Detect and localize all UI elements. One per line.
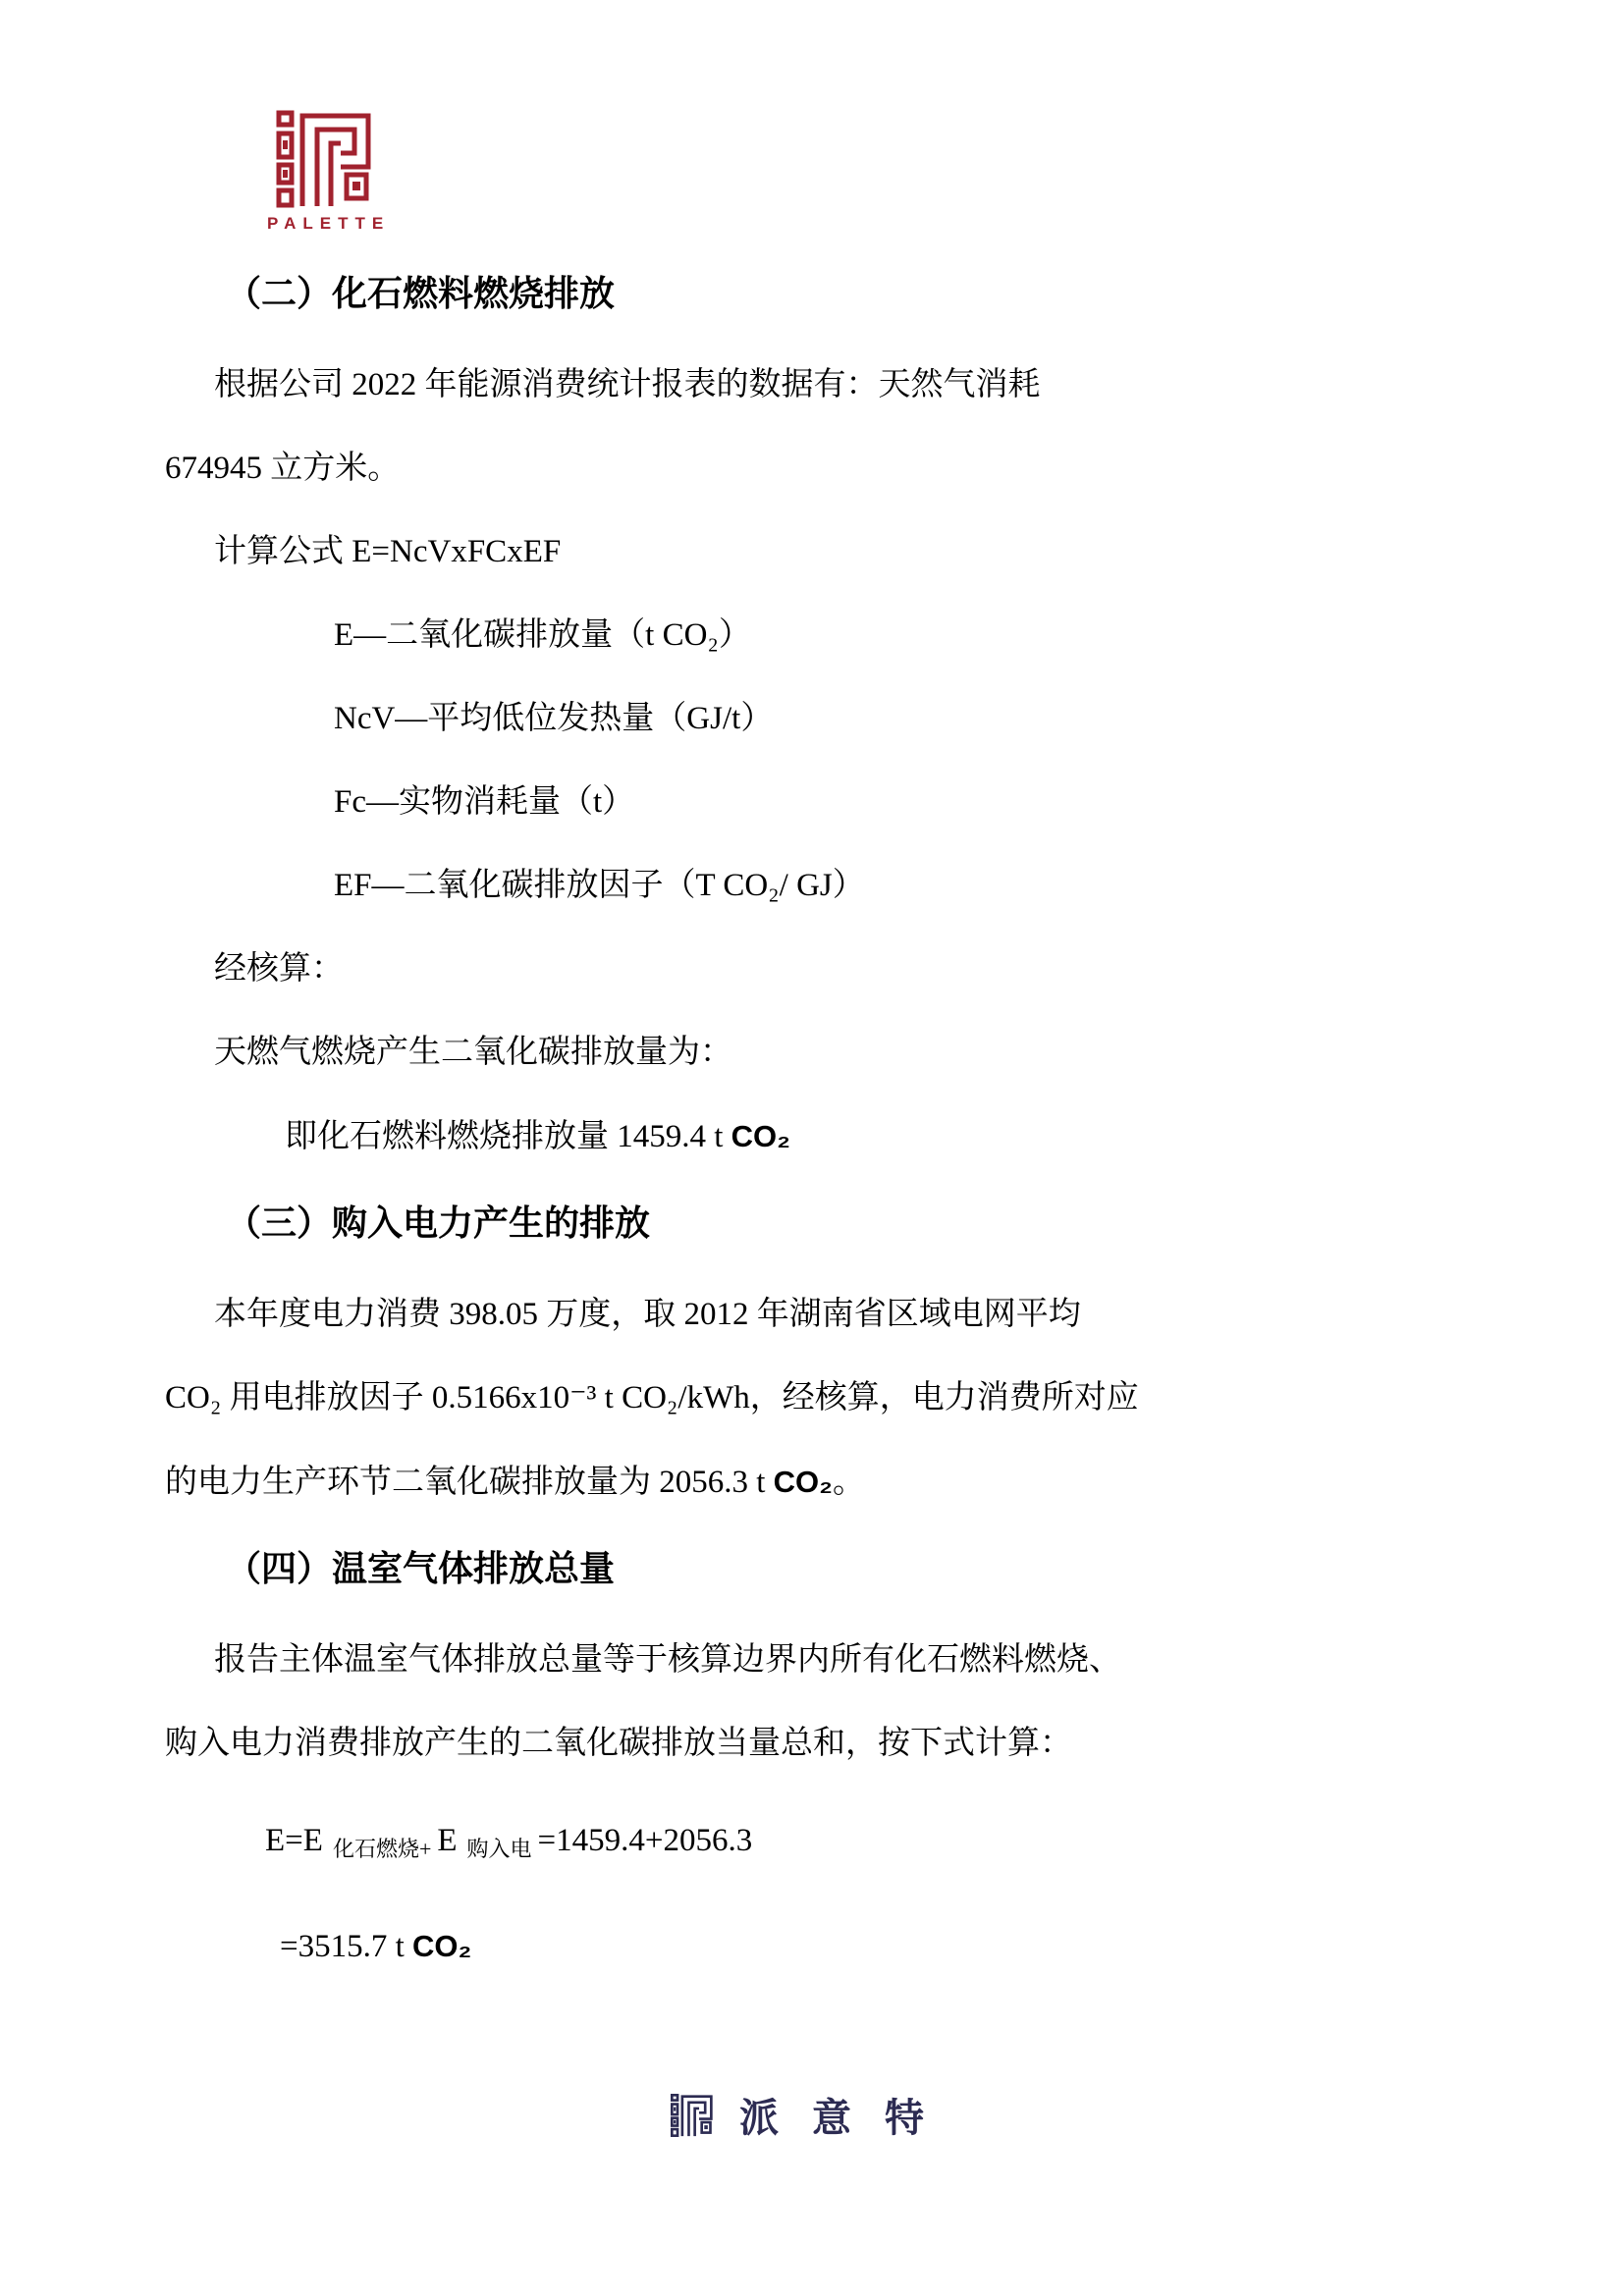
para-after-accounting: 经核算：: [214, 951, 344, 987]
footer-brand-text: 派意特: [739, 2097, 957, 2140]
para-electricity-line3: [165, 1440, 1477, 1524]
para-electricity-line2: CO₂ 用电排放因子 0.5166x10⁻³ t CO₂/kWh，经核算，电力消费所对应: [165, 1380, 1139, 1415]
palette-maze-logo-icon: [267, 110, 383, 208]
para-gas-consumption-line1: 根据公司 2022 年能源消费统计报表的数据有：天然气消耗: [214, 367, 1041, 402]
formula-sub-electricity: 购入电: [466, 1837, 532, 1861]
formula-e-equals: E=E: [265, 1823, 323, 1858]
total-result-text: =3515.7 t: [280, 1929, 413, 1964]
logo-wordmark: PALETTE: [267, 214, 391, 233]
electricity-result-period: 。: [832, 1465, 865, 1500]
para-total-line1: 报告主体温室气体排放总量等于核算边界内所有化石燃料燃烧、: [214, 1642, 1121, 1678]
formula-def-ef: EF—二氧化碳排放因子（T CO₂/ GJ）: [334, 868, 865, 903]
formula-total-result: [165, 1904, 1477, 1989]
result-fossil-emission: [165, 1095, 1477, 1179]
total-result-unit: CO₂: [412, 1929, 472, 1963]
formula-sum: =1459.4+2056.3: [537, 1823, 753, 1858]
heading-total-ghg: （四）温室气体排放总量: [226, 1548, 616, 1588]
para-gas-consumption-line2: 674945 立方米。: [165, 451, 401, 486]
result-fossil-unit: CO₂: [731, 1119, 790, 1153]
formula-sub-fossil: 化石燃烧+: [332, 1837, 432, 1861]
footer-brand: [0, 2087, 1624, 2143]
company-logo: [267, 110, 395, 234]
formula-total-emission: [165, 1799, 1477, 1891]
para-total-line2: 购入电力消费排放产生的二氧化碳排放当量总和，按下式计算：: [165, 1726, 1072, 1761]
electricity-result-text: 的电力生产环节二氧化碳排放量为 2056.3 t: [165, 1465, 774, 1500]
footer-maze-logo-icon: [667, 2094, 718, 2137]
electricity-result-unit: CO₂: [773, 1465, 833, 1499]
formula-def-e: E—二氧化碳排放量（t CO₂）: [334, 617, 751, 653]
para-gas-emission-intro: 天燃气燃烧产生二氧化碳排放量为：: [214, 1035, 732, 1070]
heading-fossil-fuel: （二）化石燃料燃烧排放: [226, 273, 616, 313]
formula-def-fc: Fc—实物消耗量（t）: [334, 784, 635, 820]
heading-purchased-electricity: （三）购入电力产生的排放: [226, 1202, 651, 1243]
formula-e2: E: [437, 1823, 458, 1858]
formula-def-ncv: NcV—平均低位发热量（GJ/t）: [334, 701, 774, 736]
para-electricity-line1: 本年度电力消费 398.05 万度，取 2012 年湖南省区域电网平均: [214, 1297, 1081, 1332]
formula-intro: 计算公式 E=NcVxFCxEF: [214, 534, 562, 569]
result-fossil-text: 即化石燃料燃烧排放量 1459.4 t: [285, 1119, 731, 1154]
